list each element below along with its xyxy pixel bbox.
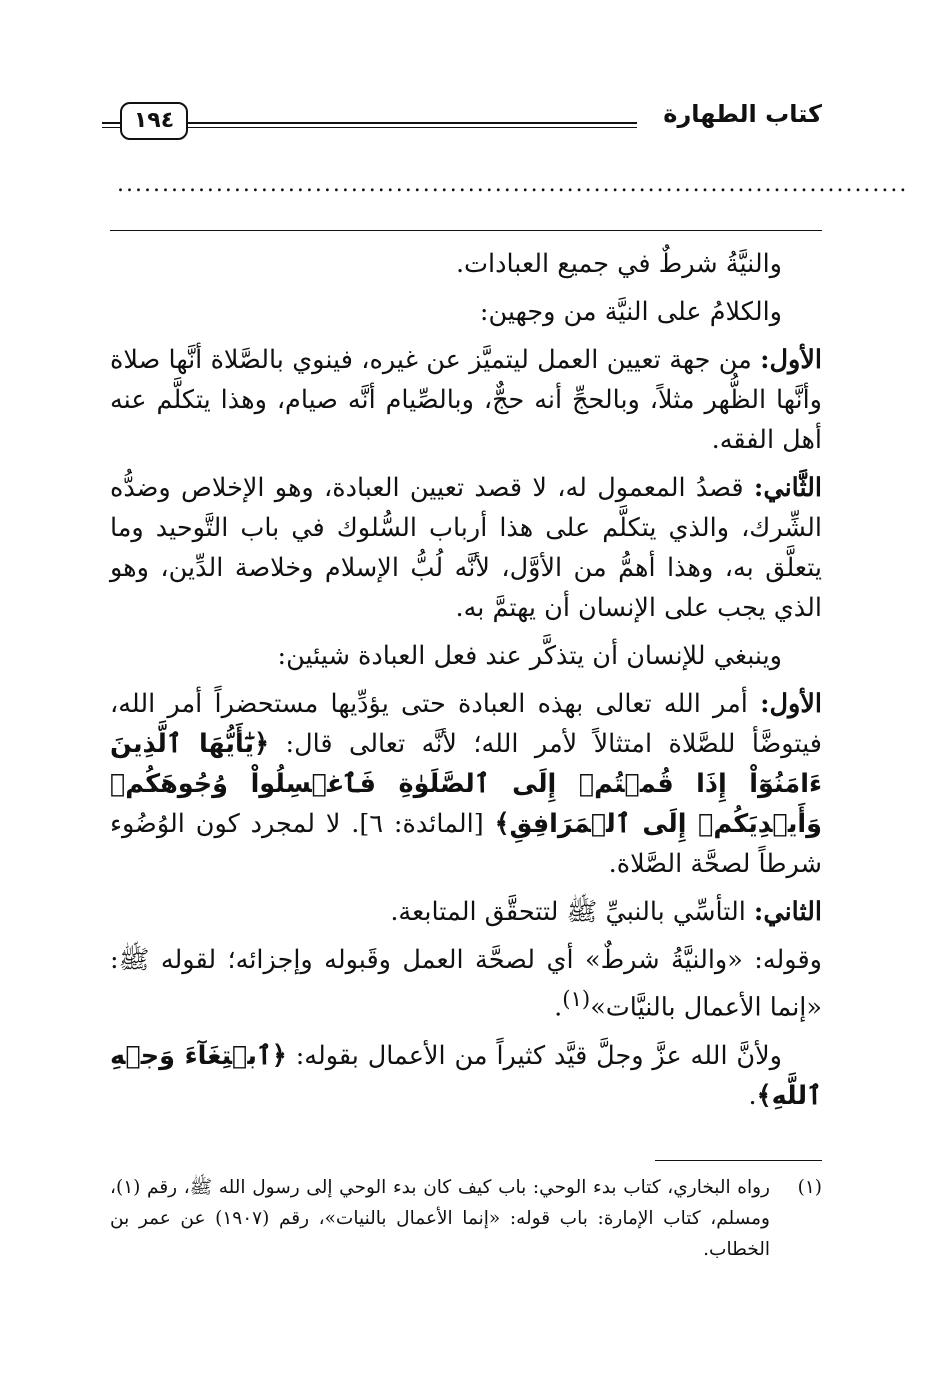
book-title: كتاب الطهارة (663, 100, 822, 128)
paragraph-text: وقوله: «والنيَّةُ شرطٌ» أي لصحَّة العمل وقَبوله وإجزائه؛ لقوله ﷺ: «إنما الأعمال بالنيَّات» (110, 945, 822, 1023)
top-rule (110, 230, 822, 231)
quran-verse: ﴿يَٰٓأَيُّهَا ٱلَّذِينَ ءَامَنُوٓاْ إِذَا قُمۡتُمۡ إِلَى ٱلصَّلَوٰةِ فَٱغۡسِلُواْ وُجُوهَكُمۡ وَأَيۡدِيَكُمۡ إِلَى ٱلۡمَرَافِقِ﴾ (110, 729, 822, 839)
paragraph: والكلامُ على النيَّة من وجهين: (479, 297, 782, 327)
paragraph-text: من جهة تعيين العمل ليتميَّز عن غيره، فينوي بالصَّلاة أنَّها صلاة وأنَّها الظُّهر مثلاً، وبالحجِّ أنه حجٌّ، وبالصِّيام أنَّه صيام، وهذا يتكلَّم عنه أهل الفقه. (110, 345, 822, 455)
main-text (110, 244, 822, 1124)
footnote (110, 1172, 822, 1265)
paragraph: والنيَّةُ شرطٌ في جميع العبادات. (455, 249, 782, 279)
paragraph-text: قصدُ المعمول له، لا قصد تعيين العبادة، وهو الإخلاص وضدُّه الشِّرك، والذي يتكلَّم على هذا أرباب السُّلوك في باب التَّوحيد وما يتعلَّق به، وهذا أهمُّ من الأوَّل، لأنَّه لُبُّ الإسلام وخلاصة الدِّين، وهو الذي يجب على الإنسان أن يهتمَّ به. (110, 473, 822, 623)
paragraph (110, 1036, 822, 1116)
footnote-rule (655, 1160, 822, 1161)
quran-verse: ﴿ٱبۡتِغَآءَ وَجۡهِ ٱللَّهِ﴾ (110, 1040, 822, 1111)
running-header (110, 96, 822, 140)
paragraph (110, 468, 822, 628)
footnote-number: (١) (797, 1177, 822, 1198)
footnote-ref[interactable]: (١) (562, 987, 591, 1012)
footnotes (110, 1172, 822, 1265)
label-first: الأول: (760, 689, 822, 719)
paragraph (110, 684, 822, 884)
dotted-separator: ........................................................................................ (117, 172, 909, 197)
paragraph-text: [المائدة: ٦]. لا لمجرد كون الوُضُوء شرطاً لصحَّة الصَّلاة. (110, 809, 822, 879)
paragraph: وينبغي للإنسان أن يتذكَّر عند فعل العبادة شيئين: (277, 641, 782, 671)
paragraph: وقوله: «والنيَّةُ شرطٌ» أي لصحَّة العمل وقَبوله وإجزائه؛ لقوله ﷺ: «إنما الأعمال بالنيَّات»$^{(١)}$. (110, 945, 822, 1023)
label-second: الثاني: (753, 897, 822, 927)
label-second: الثَّاني: (753, 473, 822, 503)
paragraph (110, 892, 822, 932)
paragraph-end: . (748, 1080, 757, 1111)
paragraph-text: ولأنَّ الله عزَّ وجلَّ قيَّد كثيراً من الأعمال بقوله: (295, 1040, 782, 1071)
label-first: الأول: (760, 345, 822, 375)
footnote-text: رواه البخاري، كتاب بدء الوحي: باب كيف كان بدء الوحي إلى رسول الله ﷺ، رقم (١)، ومسلم، كتاب الإمارة: باب قوله: «إنما الأعمال بالنيات»، رقم (١٩٠٧) عن عمر بن الخطاب. (110, 1177, 770, 1260)
header-rule (110, 122, 637, 128)
paragraph-text: أمر الله تعالى بهذه العبادة حتى يؤدِّيها مستحضراً أمر الله، فيتوضَّأ للصَّلاة امتثالاً لأمر الله؛ لأنَّه تعالى قال: (110, 689, 822, 759)
paragraph-text: التأسِّي بالنبيِّ ﷺ لتتحقَّق المتابعة. (390, 897, 746, 927)
paragraph (110, 340, 822, 460)
page-number: ١٩٤ (120, 102, 188, 140)
